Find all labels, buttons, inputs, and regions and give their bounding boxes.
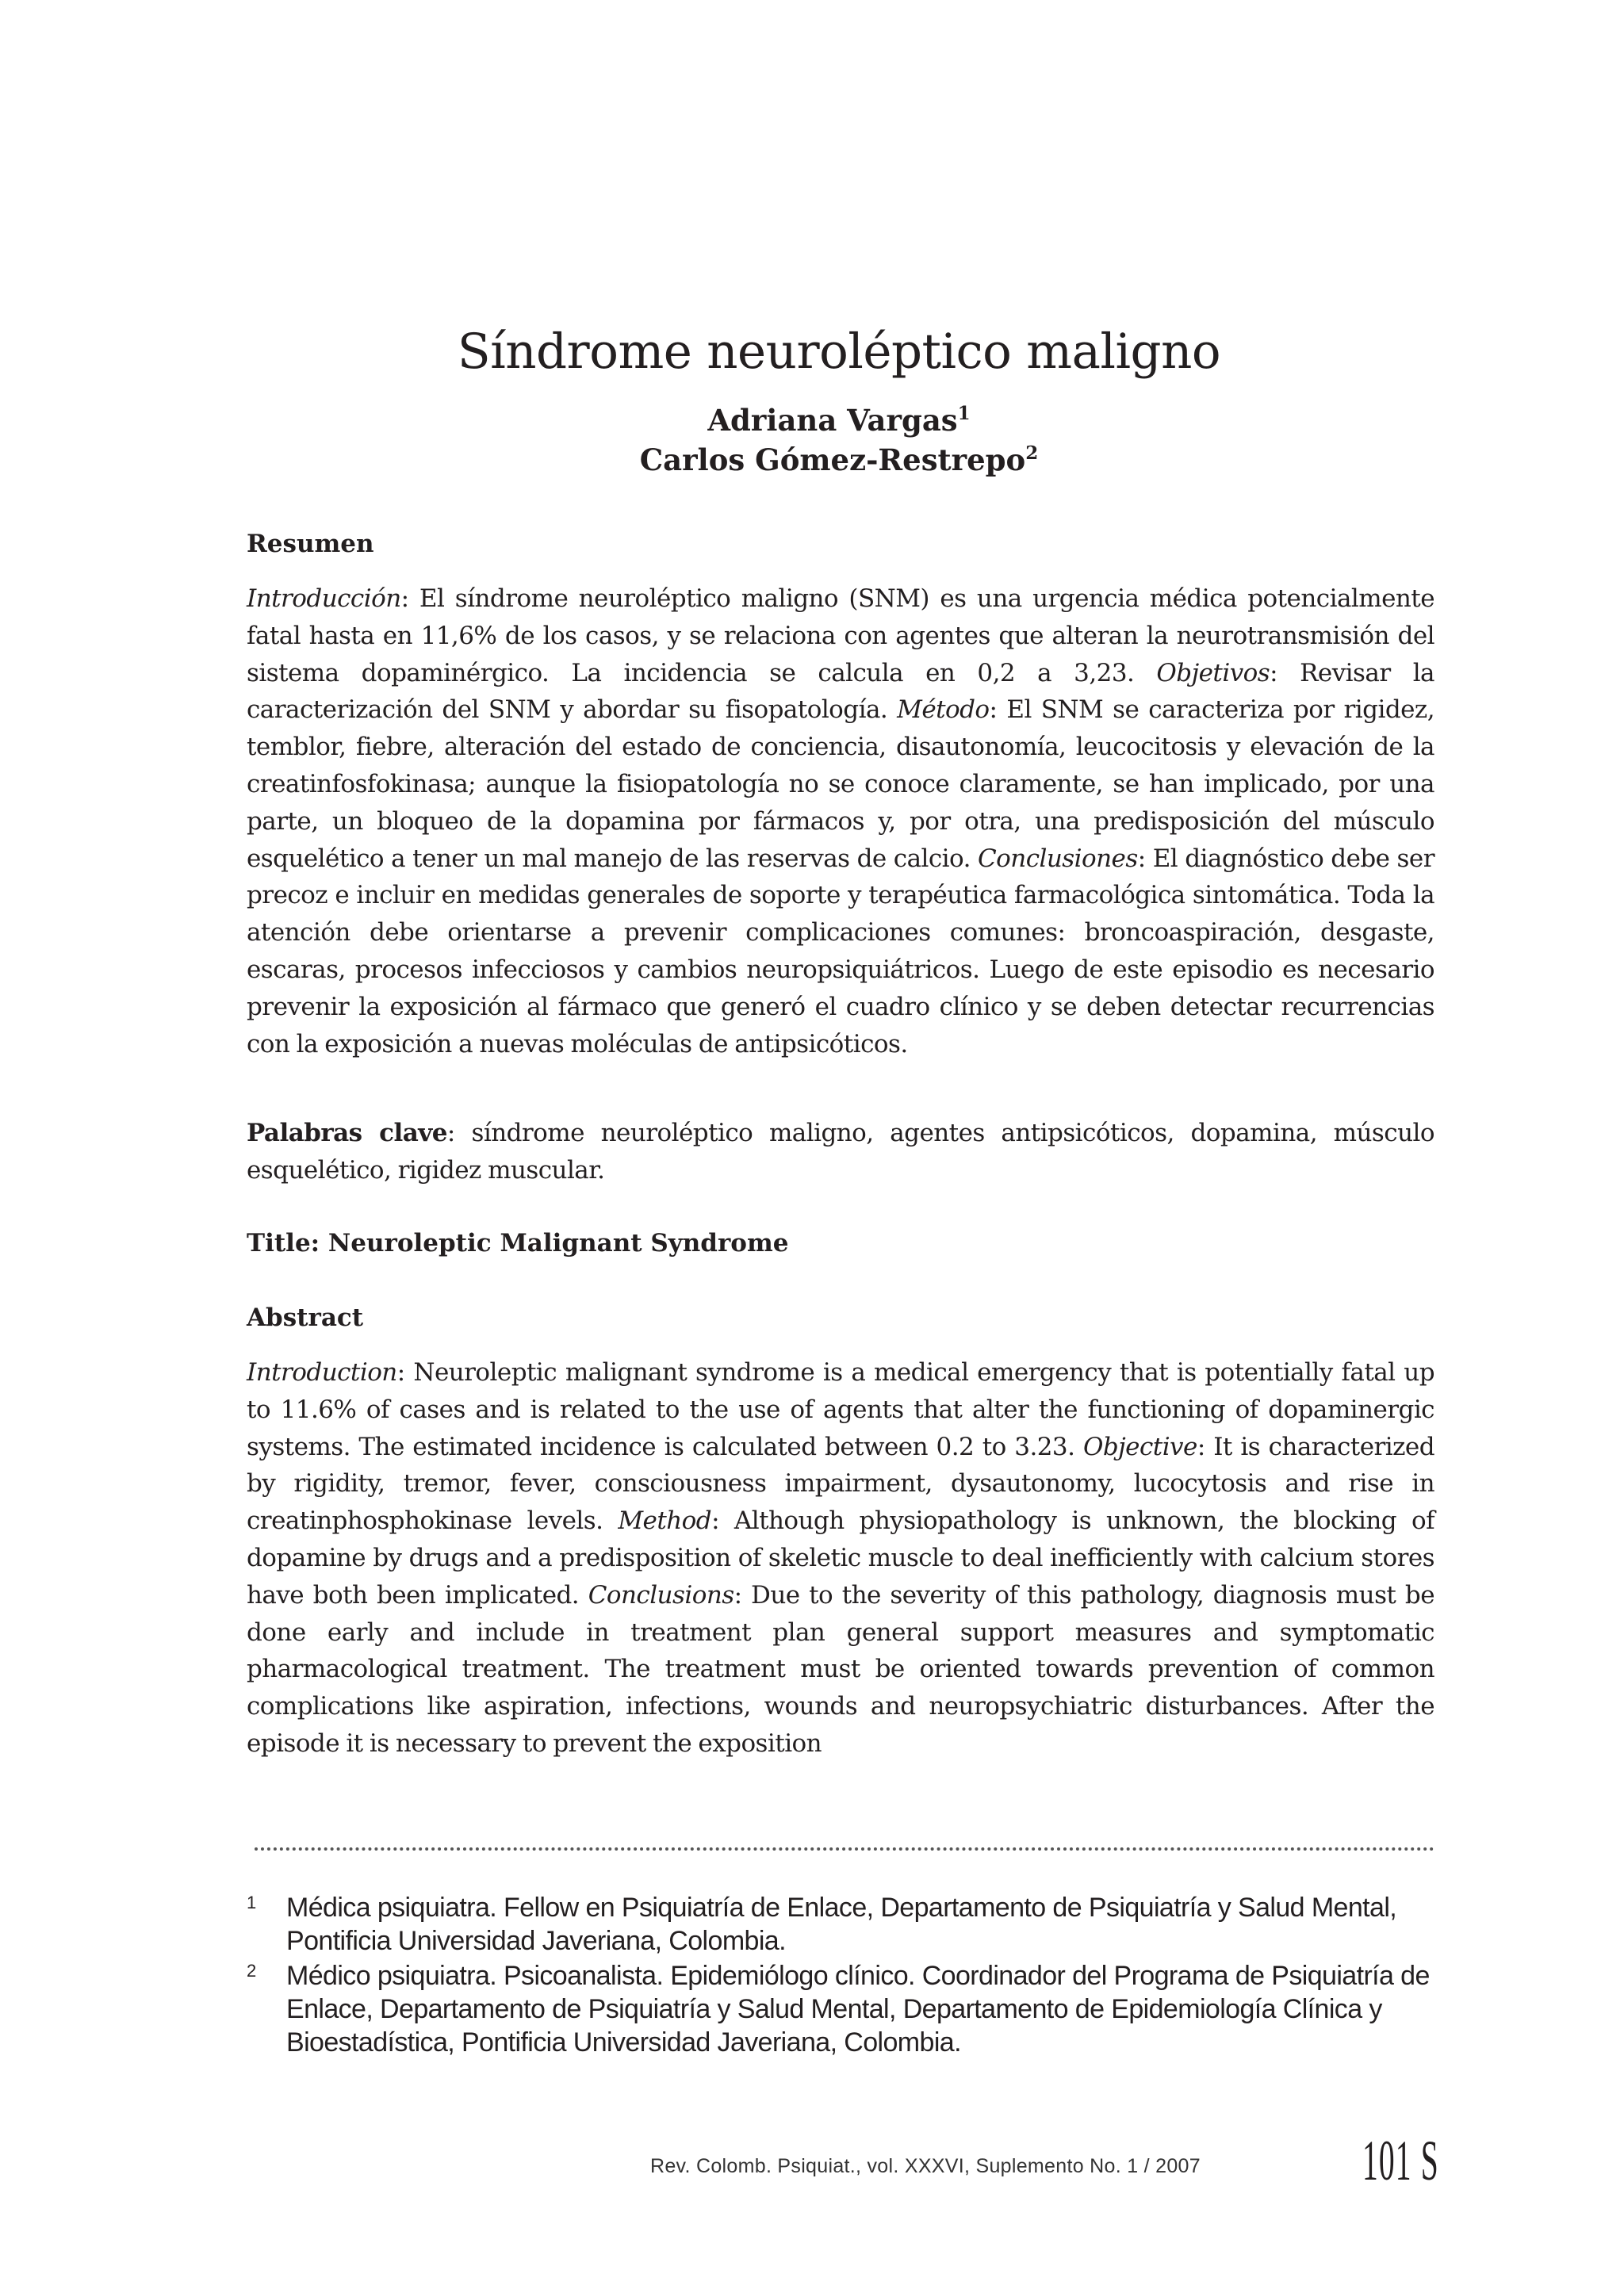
objetivos-label: Objetivos <box>1156 658 1270 687</box>
conclusiones-label: Conclusiones <box>978 844 1138 873</box>
author-name: Adriana Vargas <box>707 403 958 438</box>
footnote <box>247 1891 1436 1958</box>
footnote-number: 1 <box>247 1893 256 1912</box>
author-footnote-mark: 1 <box>957 403 971 424</box>
author-footnote-mark: 2 <box>1025 442 1039 464</box>
metodo-text: : El SNM se caracteriza por rigidez, temblor, fiebre, alteración del estado de conciencia, disautonomía, leucocitosis y elevación de la creatinfosfokinasa; aunque la fisiopatología no se conoce claramente, se han implicado, por una parte, un bloqueo de la dopamina por fármacos y, por otra, una predisposición del músculo esquelético a tener un mal manejo de las reservas de calcio. <box>247 695 1434 873</box>
author-line <box>0 400 1624 440</box>
author-name: Carlos Gómez-Restrepo <box>639 442 1026 477</box>
keywords-text: : síndrome neuroléptico maligno, agentes antipsicóticos, dopamina, músculo esquelético, rigidez muscular. <box>247 1119 1434 1185</box>
footnote-text: Médico psiquiatra. Psicoanalista. Epidemiólogo clínico. Coordinador del Programa de Psiquiatría de Enlace, Departamento de Psiquiatría y Salud Mental, Departamento de Epidemiología Clínica y Bioestadística, Pontificia Universidad Javeriana, Colombia. <box>286 1961 1430 2058</box>
abstract-paragraph <box>247 1354 1434 1763</box>
keywords-label: Palabras clave <box>247 1119 447 1147</box>
method-text: : Although physiopathology is unknown, the blocking of dopamine by drugs and a predisposition of skeletic muscle to deal inefficiently with calcium stores have both been implicated. <box>247 1506 1434 1610</box>
intro-text: : El síndrome neuroléptico maligno (SNM) es una urgencia médica potencialmente fatal hasta en 11,6% de los casos, y se relaciona con agentes que alteran la neurotransmisión del sistema dopaminérgico. La incidencia se calcula en 0,2 a 3,23. <box>247 584 1434 687</box>
introduction-text: : Neuroleptic malignant syndrome is a medical emergency that is potentially fatal up to 11.6% of cases and is related to the use of agents that alter the functioning of dopaminergic systems. The estimated incidence is calculated between 0.2 to 3.23. <box>247 1358 1434 1461</box>
objective-label: Objective <box>1082 1432 1197 1461</box>
footnotes <box>247 1891 1436 2059</box>
introduction-label: Introduction <box>247 1358 397 1387</box>
footnote-text: Médica psiquiatra. Fellow en Psiquiatría de Enlace, Departamento de Psiquiatría y Salud Mental, Pontificia Universidad Javeriana, Colombia. <box>286 1893 1397 1956</box>
resumen-paragraph <box>247 580 1434 1062</box>
english-title: Title: Neuroleptic Malignant Syndrome <box>247 1229 789 1258</box>
footnote-divider <box>255 1847 1434 1851</box>
abstract-heading: Abstract <box>247 1303 364 1332</box>
conclusiones-text: : El diagnóstico debe ser precoz e incluir en medidas generales de soporte y terapéutica farmacológica sintomática. Toda la atención debe orientarse a prevenir complicaciones comunes: broncoaspiración, desgaste, escaras, procesos infecciosos y cambios neuropsiquiátricos. Luego de este episodio es necesario prevenir la exposición al fármaco que generó el cuadro clínico y se deben detectar recurrencias con la exposición a nuevas moléculas de antipsicóticos. <box>247 844 1434 1058</box>
intro-label: Introducción <box>247 584 401 613</box>
footnote <box>247 1959 1436 2059</box>
page-number: 101 S <box>1362 2129 1439 2192</box>
resumen-heading: Resumen <box>247 530 374 558</box>
author-line <box>0 440 1624 480</box>
objective-text: : It is characterized by rigidity, tremor, fever, consciousness impairment, dysautonomy, lucocytosis and rise in creatinphosphokinase levels. <box>247 1432 1435 1536</box>
keywords-paragraph <box>247 1115 1434 1189</box>
article-title: Síndrome neuroléptico maligno <box>457 323 1221 380</box>
author-list <box>0 400 1624 480</box>
conclusions-label: Conclusions <box>588 1580 734 1610</box>
conclusions-text: : Due to the severity of this pathology, diagnosis must be done early and include in treatment plan general support measures and symptomatic pharmacological treatment. The treatment must be oriented towards prevention of common complications like aspiration, infections, wounds and neuropsychiatric disturbances. After the episode it is necessary to prevent the exposition <box>247 1580 1434 1758</box>
footnote-number: 2 <box>247 1961 256 1981</box>
journal-citation: Rev. Colomb. Psiquiat., vol. XXXVI, Suplemento No. 1 / 2007 <box>650 2155 1201 2177</box>
metodo-label: Método <box>897 695 990 725</box>
objetivos-text: : Revisar la caracterización del SNM y abordar su fisopatología. <box>247 658 1434 725</box>
method-label: Method <box>618 1506 712 1536</box>
